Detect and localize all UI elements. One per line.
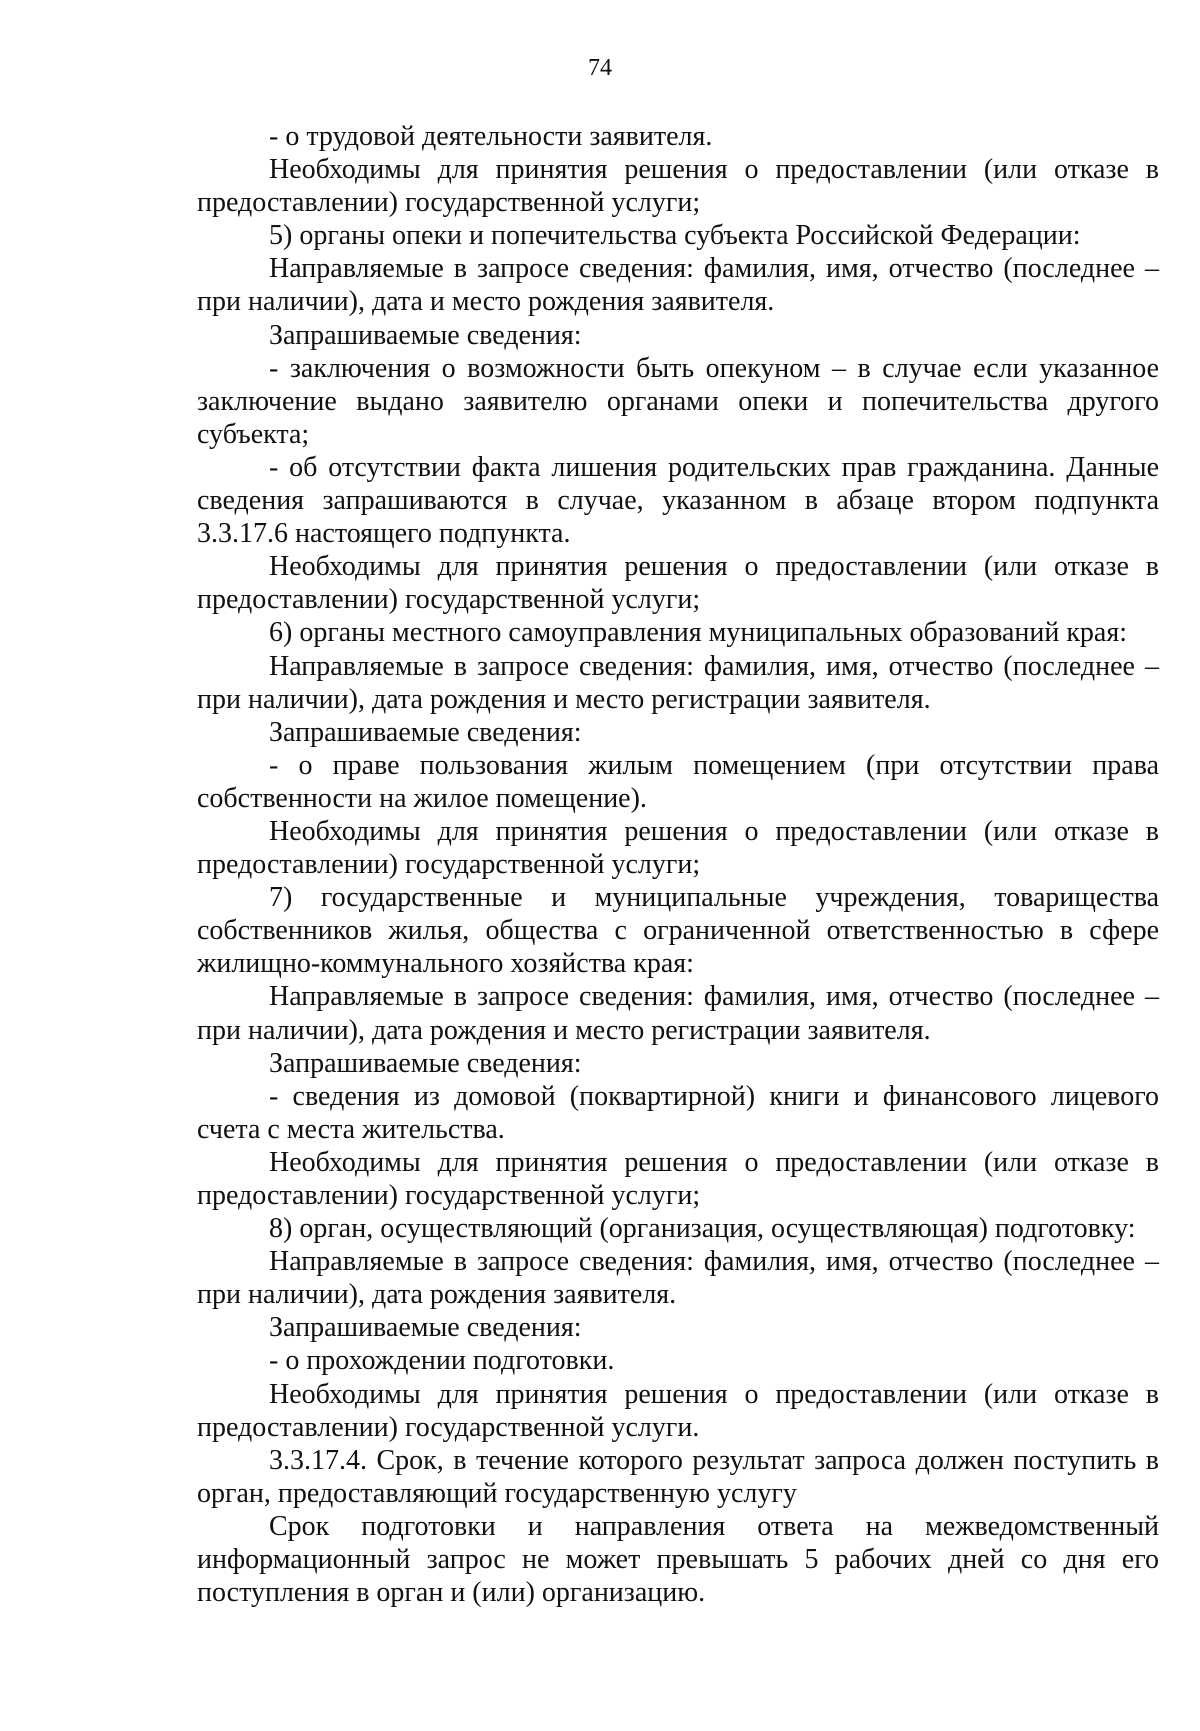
paragraph: 5) органы опеки и попечительства субъекта Российской Федерации: <box>269 220 1081 252</box>
paragraph: Необходимы для принятия решения о предоставлении (или отказе в предоставлении) государственной услуги; <box>197 154 1159 219</box>
paragraph: - об отсутствии факта лишения родительских прав гражданина. Данные сведения запрашиваются в случае, указанном в абзаце втором подпункта 3.3.17.6 настоящего подпункта. <box>197 451 1159 550</box>
paragraph: Необходимы для принятия решения о предоставлении (или отказе в предоставлении) государственной услуги; <box>197 551 1159 616</box>
paragraph: - заключения о возможности быть опекуном – в случае если указанное заключение выдано заявителю органами опеки и попечительства другого субъекта; <box>197 352 1159 450</box>
paragraph: Направляемые в запросе сведения: фамилия, имя, отчество (последнее – при наличии), дата рождения заявителя. <box>197 1246 1159 1311</box>
paragraph: 7) государственные и муниципальные учреждения, товарищества собственников жилья, общества с ограниченной ответственностью в сфере жилищно-коммунального хозяйства края: <box>197 882 1159 980</box>
paragraph: - сведения из домовой (поквартирной) книги и финансового лицевого счета с места жительства. <box>197 1080 1159 1145</box>
paragraph: Необходимы для принятия решения о предоставлении (или отказе в предоставлении) государственной услуги; <box>197 815 1159 881</box>
paragraph: - о трудовой деятельности заявителя. <box>269 121 713 152</box>
paragraph: 6) органы местного самоуправления муниципальных образований края: <box>269 617 1128 649</box>
paragraph: Запрашиваемые сведения: <box>269 319 582 351</box>
paragraph: 3.3.17.4. Срок, в течение которого результат запроса должен поступить в орган, предоставляющий государственную услугу <box>197 1444 1159 1509</box>
paragraph: Запрашиваемые сведения: <box>269 716 582 748</box>
paragraph: Необходимы для принятия решения о предоставлении (или отказе в предоставлении) государственной услуги; <box>197 1146 1159 1211</box>
paragraph: 8) орган, осуществляющий (организация, осуществляющая) подготовку: <box>269 1213 1136 1245</box>
paragraph: Направляемые в запросе сведения: фамилия, имя, отчество (последнее – при наличии), дата рождения и место регистрации заявителя. <box>197 981 1159 1046</box>
paragraph: Запрашиваемые сведения: <box>269 1312 582 1344</box>
page-number: 74 <box>588 55 612 81</box>
paragraph: - о праве пользования жилым помещением (при отсутствии права собственности на жилое помещение). <box>197 749 1159 814</box>
paragraph: - о прохождении подготовки. <box>269 1345 615 1377</box>
paragraph: Запрашиваемые сведения: <box>269 1047 582 1079</box>
paragraph: Необходимы для принятия решения о предоставлении (или отказе в предоставлении) государственной услуги. <box>197 1378 1159 1443</box>
paragraph: Направляемые в запросе сведения: фамилия, имя, отчество (последнее – при наличии), дата рождения и место регистрации заявителя. <box>197 650 1159 715</box>
document-body <box>197 120 1159 1609</box>
paragraph: Срок подготовки и направления ответа на межведомственный информационный запрос не может превышать 5 рабочих дней со дня его поступления в орган и (или) организацию. <box>197 1510 1159 1609</box>
paragraph: Направляемые в запросе сведения: фамилия, имя, отчество (последнее – при наличии), дата и место рождения заявителя. <box>197 253 1159 318</box>
